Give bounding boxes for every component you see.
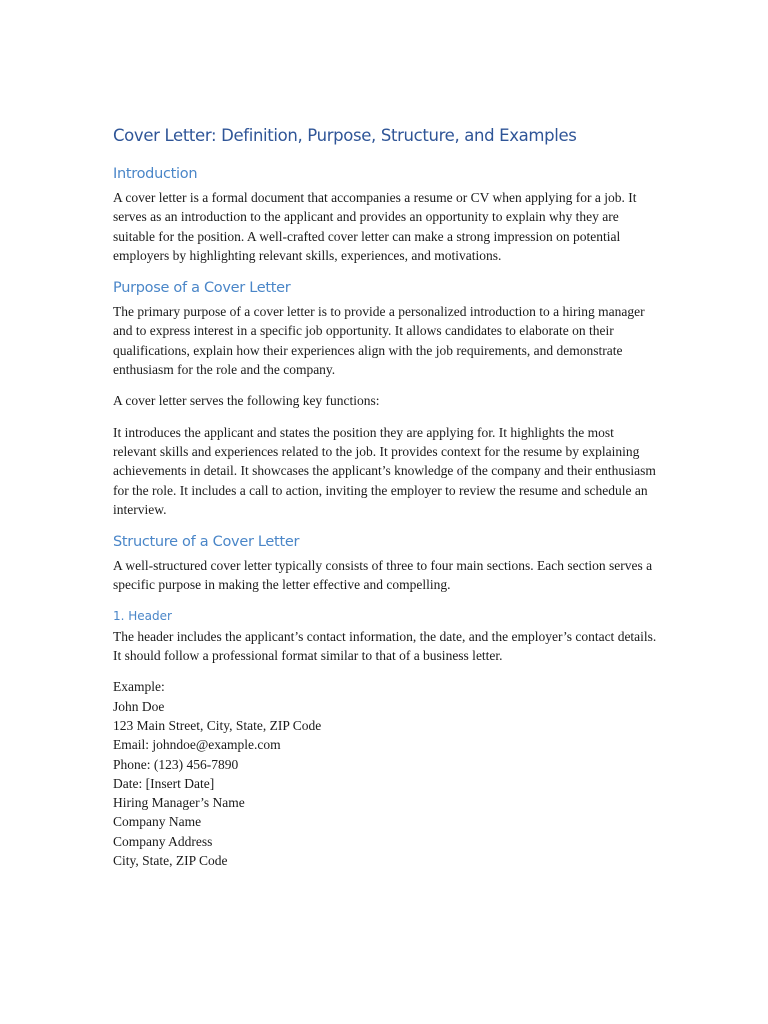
key-functions-paragraph: It introduces the applicant and states the position they are applying for. It highlights the most relevant skills and experiences related to the job. It provides context for the resume by explaining achievements in detail. It showcases the applicant’s knowledge of the company and their enthusiasm for the role. It includes a call to action, inviting the employer to review the resume and schedule an interview. [113,424,656,517]
header-subheading: 1. Header [113,608,172,623]
header-example-block [113,677,658,870]
purpose-heading: Purpose of a Cover Letter [113,280,291,297]
example-label: Example: [113,679,165,695]
example-line-city: City, State, ZIP Code [113,853,228,869]
example-line-email: Email: johndoe@example.com [113,737,281,753]
document-title: Cover Letter: Definition, Purpose, Structure, and Examples [113,126,577,145]
structure-paragraph: A well-structured cover letter typically consists of three to four main sections. Each section serves a specific purpose in making the letter effective and compelling. [113,558,653,593]
key-functions-intro: A cover letter serves the following key functions: [113,393,380,409]
example-line-address: 123 Main Street, City, State, ZIP Code [113,717,322,733]
introduction-section [113,163,658,265]
example-line-hiring-manager: Hiring Manager’s Name [113,795,245,811]
introduction-heading: Introduction [113,166,198,182]
document-body [113,124,658,870]
example-line-company-name: Company Name [113,814,202,830]
example-line-name: John Doe [113,698,165,714]
structure-section [113,531,658,870]
purpose-section [113,277,658,519]
header-paragraph: The header includes the applicant’s contact information, the date, and the employer’s contact details. It should follow a professional format similar to that of a business letter. [113,628,657,664]
example-line-date: Date: [Insert Date] [113,775,215,791]
purpose-paragraph: The primary purpose of a cover letter is to provide a personalized introduction to a hiring manager and to express interest in a specific job opportunity. It allows candidates to elaborate on their qualifications, explain how their experiences align with the job requirements, and demonstrate enthusiasm for the role and the company. [113,304,645,378]
introduction-paragraph: A cover letter is a formal document that accompanies a resume or CV when applying for a job. It serves as an introduction to the applicant and provides an opportunity to explain why they are suitable for the position. A well-crafted cover letter can make a strong impression on potential employers by highlighting relevant skills, experiences, and motivations. [113,190,637,263]
example-line-phone: Phone: (123) 456-7890 [113,756,239,772]
structure-heading: Structure of a Cover Letter [113,534,300,551]
example-line-company-address: Company Address [113,833,213,849]
